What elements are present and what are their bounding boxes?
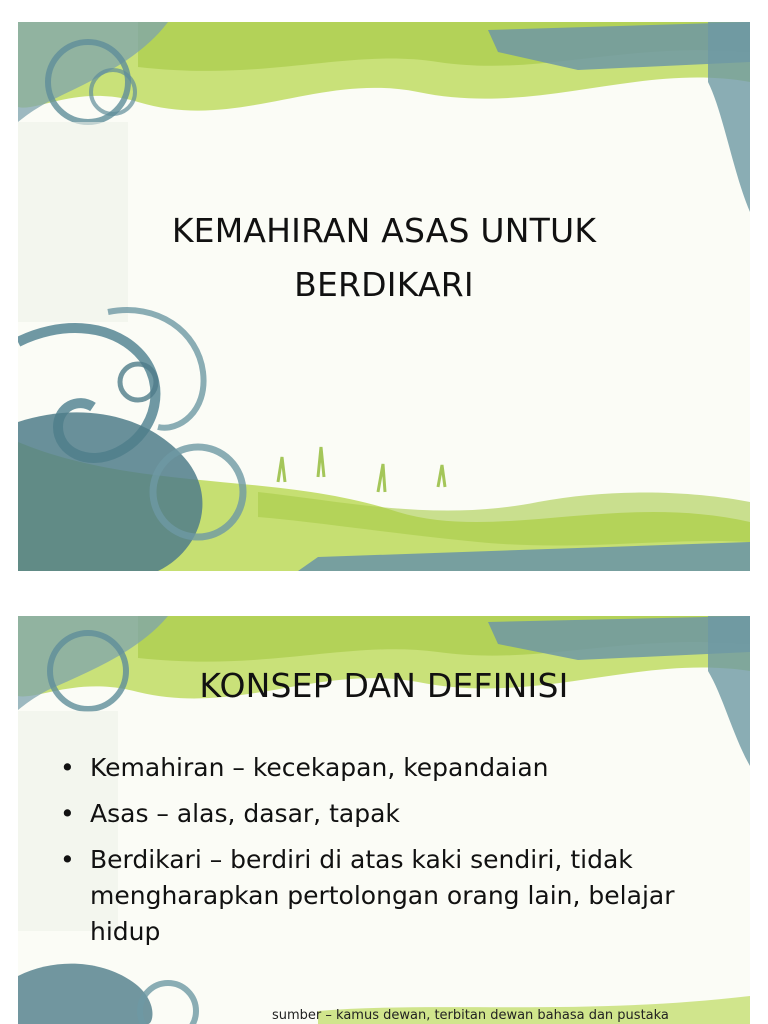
bullet-icon: • xyxy=(60,799,75,828)
definition-list xyxy=(58,750,718,960)
source-citation: sumber – kamus dewan, terbitan dewan bahasa dan pustaka xyxy=(272,1008,669,1023)
bullet-icon: • xyxy=(60,845,75,874)
slide-2-title: KONSEP DAN DEFINISI xyxy=(199,666,569,705)
bullet-icon: • xyxy=(60,753,75,782)
definition-text: Berdikari – berdiri di atas kaki sendiri, tidak mengharapkan pertolongan orang lain, belajar hidup xyxy=(90,845,675,946)
title-line-1: KEMAHIRAN ASAS UNTUK xyxy=(171,211,597,250)
list-item xyxy=(58,842,718,950)
definition-text: Kemahiran – kecekapan, kepandaian xyxy=(90,753,549,782)
list-item xyxy=(58,750,718,786)
definition-text: Asas – alas, dasar, tapak xyxy=(90,799,400,828)
title-line-2: BERDIKARI xyxy=(294,265,474,304)
list-item xyxy=(58,796,718,832)
slide-concepts xyxy=(18,616,750,1024)
slide-title-page xyxy=(18,22,750,571)
slide-1-title xyxy=(78,204,690,312)
